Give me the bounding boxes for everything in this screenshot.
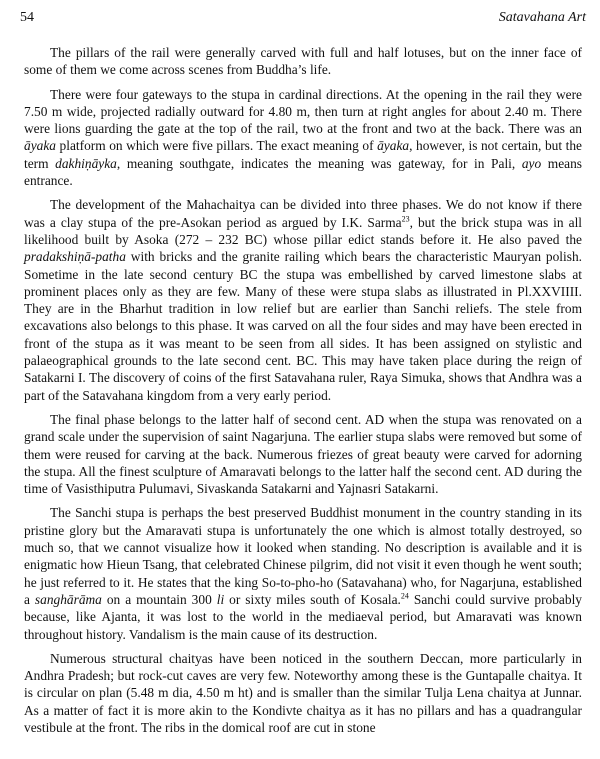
paragraph [24, 196, 582, 404]
paragraph [24, 650, 582, 736]
italic-term: pradakshiṇā-patha [24, 249, 126, 265]
italic-term: āyaka [377, 138, 410, 154]
paragraph [24, 411, 582, 497]
footnote-ref: 24 [400, 591, 409, 601]
paragraph [24, 86, 582, 190]
page-header [20, 6, 586, 28]
text-run: Numerous structural chaityas have been noticed in the southern Deccan, more particularly in Andhra Pradesh; but rock-cut caves are very few. Noteworthy among these is the Guntapalle chaitya. It is circular on plan (5.48 m dia, 4.50 m ht) and is smaller than the similar Tulja Lena chaitya at Junnar. As a matter of fact it is more akin to the Kondivte chaitya as it has no pillars and has a quadrangular vestibule at the front. The ribs in the domical roof are cut in stone [24, 650, 582, 735]
text-run: , but the brick stupa was in all likelihood built by Asoka (272 – 232 BC) whose pillar edict stands before it. He also paved the [24, 214, 583, 247]
text-run: , however, is not certain, but the term [24, 138, 582, 171]
text-run: platform on which were five pillars. The exact meaning of [55, 138, 378, 154]
text-run: The pillars of the rail were generally carved with full and half lotuses, but on the inner face of some of them we come across scenes from Buddha’s life. [24, 45, 582, 78]
italic-term: li [216, 591, 225, 607]
text-run: or sixty miles south of Kosala. [224, 591, 401, 607]
italic-term: āyaka [24, 138, 56, 154]
italic-term: dakhiṇāyka [55, 155, 117, 171]
paragraph [24, 44, 582, 79]
text-run: , meaning southgate, indicates the meaning was gateway, for in Pali, [116, 155, 522, 171]
italic-term: ayo [521, 155, 542, 171]
text-run: The Sanchi stupa is perhaps the best preserved Buddhist monument in the country standing in its pristine glory but the Amaravati stupa is unfortunately the one which is almost totally destroyed, so much so, that we cannot visualize how it looked when standing. No description is available and it is enigmatic how Hieun Tsang, that celebrated Chinese pilgrim, did not visit it even though he went south; he just referred to it. He states that the king So-to-pho-ho (Satavahana) who, for Nagarjuna, established a [24, 505, 582, 607]
text-run: The development of the Mahachaitya can be divided into three phases. We do not know if there was a clay stupa of the pre-Asokan period as argued by I.K. Sarma [24, 197, 582, 230]
page-number: 54 [20, 10, 34, 25]
text-run: The final phase belongs to the latter half of second cent. AD when the stupa was renovated on a grand scale under the supervision of saint Nagarjuna. The earlier stupa slabs were removed but some of them were reused for carving at the back. Numerous friezes of great beauty were carved for adorning the stupa. All the finest sculpture of Amaravati belongs to the latter half the second cent. AD during the time of Vasisthiputra Pulumavi, Sivaskanda Satakarni and Yajnasri Satakarni. [24, 411, 582, 497]
text-run: with bricks and the granite railing which bears the characteristic Mauryan polish. Sometime in the late second century BC the stupa was embellished by carved limestone slabs at prominent places only as they are few. Many of these were stupa slabs as illustrated in Pl.XXVIIII. They are in the Bharhut tradition in low relief but are earlier than Sanchi reliefs. The stele from excavations also belongs to this phase. It was carved on all the four sides and may have been erected in front of the stupa as it was meant to be seen from all sides. It has been assigned on stylistic and palaeographical grounds to the late second cent. BC. This may have taken place during the reign of Satakarni I. The discovery of coins of the first Satavahana ruler, Raya Simuka, shows that Andhra was a part of the Satavahana kingdom from a very early period. [24, 249, 582, 403]
text-run: on a mountain 300 [101, 591, 217, 607]
text-run: Sanchi could survive probably because, like Ajanta, it was lost to the world in the mediaeval period, but Amaravati was known throughout history. Vandalism is the main cause of its destruction. [24, 591, 582, 642]
running-title: Satavahana Art [498, 10, 586, 25]
italic-term: sanghārāma [34, 591, 102, 607]
text-run: There were four gateways to the stupa in cardinal directions. At the opening in the rail they were 7.50 m wide, projected radially outward for 4.80 m, then turn at right angles for about 2.40 m. There were lions guarding the gate at the top of the rail, two at the front and two at the back. There was an [24, 86, 582, 137]
footnote-ref: 23 [401, 214, 410, 224]
text-run: means entrance. [24, 155, 583, 189]
body-text [24, 44, 582, 743]
paragraph [24, 504, 582, 642]
